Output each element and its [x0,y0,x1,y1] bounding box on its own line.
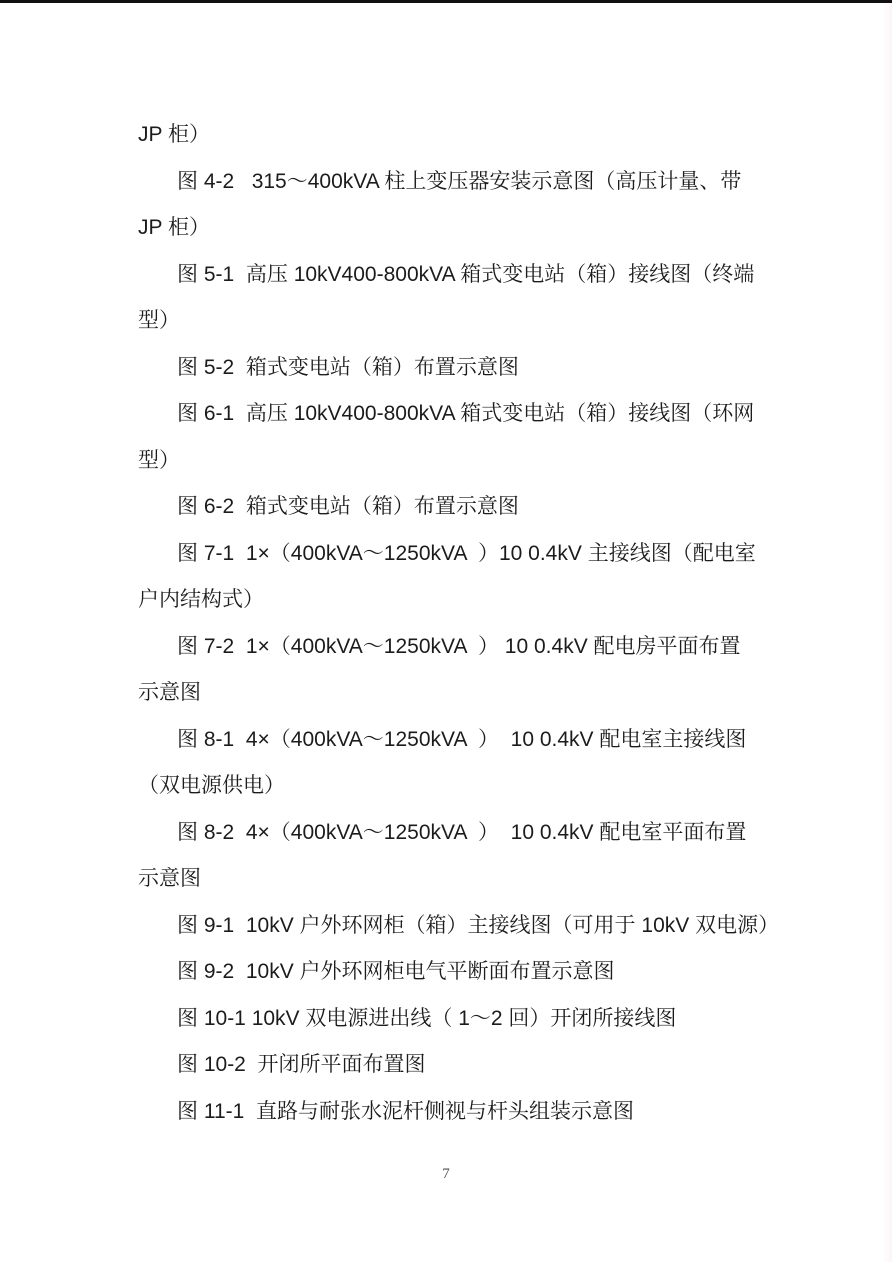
figure-list-line: 图 7-1 1×（400kVA～1250kVA ）10 0.4kV 主接线图（配电室 [177,541,756,565]
figure-list-line: 示意图 [138,681,201,704]
page-top-edge [0,0,892,3]
figure-list-line: 图 5-1 高压 10kV400-800kVA 箱式变电站（箱）接线图（终端 [177,262,755,286]
figure-list-line: 图 10-2 开闭所平面布置图 [177,1053,426,1076]
figure-list-line: 图 6-2 箱式变电站（箱）布置示意图 [177,495,519,518]
figure-list-line: 图 6-1 高压 10kV400-800kVA 箱式变电站（箱）接线图（环网 [177,402,755,425]
figure-list [138,112,780,1135]
figure-list-line: 图 11-1 直路与耐张水泥杆侧视与杆头组装示意图 [177,1099,634,1123]
figure-list-line: 型） [138,309,180,332]
figure-list-line: JP 柜） [138,216,210,239]
figure-list-line: JP 柜） [138,123,210,146]
figure-list-line: （双电源供电） [138,774,285,797]
figure-list-line: 图 10-1 10kV 双电源进出线（ 1～2 回）开闭所接线图 [177,1006,677,1030]
figure-list-line: 型） [138,448,180,472]
figure-list-line: 图 4-2 315～400kVA 柱上变压器安装示意图（高压计量、带 [177,169,742,193]
figure-list-line: 图 8-2 4×（400kVA～1250kVA ） 10 0.4kV 配电室平面布置 [177,820,747,844]
figure-list-line: 图 5-2 箱式变电站（箱）布置示意图 [177,355,519,379]
figure-list-line: 示意图 [138,867,201,890]
figure-list-line: 图 9-2 10kV 户外环网柜电气平断面布置示意图 [177,960,615,983]
figure-list-line: 户内结构式） [138,588,264,611]
figure-list-line: 图 7-2 1×（400kVA～1250kVA ） 10 0.4kV 配电房平面布置 [177,634,741,658]
page-number: 7 [442,1166,450,1182]
scan-edge-artifact [883,3,892,1262]
figure-list-line: 图 9-1 10kV 户外环网柜（箱）主接线图（可用于 10kV 双电源） [177,913,780,937]
figure-list-line: 图 8-1 4×（400kVA～1250kVA ） 10 0.4kV 配电室主接线图 [177,727,747,751]
